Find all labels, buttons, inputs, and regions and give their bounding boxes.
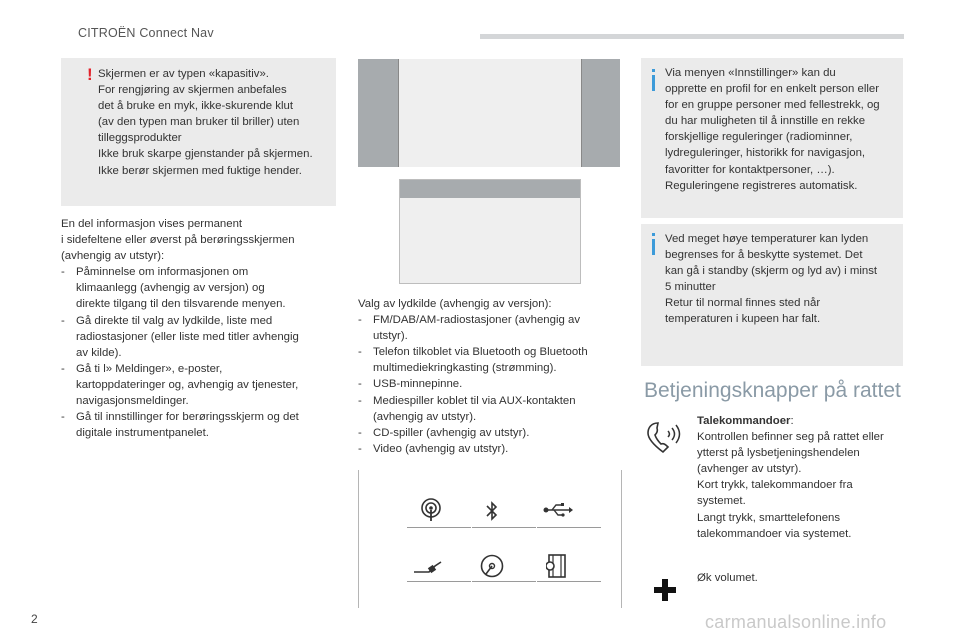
voice-line: talekommandoer via systemet. xyxy=(697,527,852,540)
info-line: Via menyen «Innstillinger» kan du xyxy=(665,67,836,79)
header-bar xyxy=(480,34,904,39)
list-line: multimediekringkasting (strømming). xyxy=(373,362,557,375)
info-line: kan gå i standby (skjerm og lyd av) i minst xyxy=(665,265,878,278)
voice-command-heading xyxy=(697,413,907,429)
info-line: begrenses for å beskytte systemet. Det xyxy=(665,249,863,262)
list-item xyxy=(61,409,346,441)
info-line: temperaturen i kupeen har falt. xyxy=(665,313,821,326)
info-line: 5 minutter xyxy=(665,281,716,294)
intro-line: (avhengig av utstyr): xyxy=(61,250,165,263)
list-line: av kilde). xyxy=(76,346,122,359)
list-item xyxy=(61,313,346,361)
voice-line: Kort trykk, talekommandoer fra xyxy=(697,479,853,492)
warning-line: Ikke bruk skarpe gjenstander på skjermen. xyxy=(98,148,313,161)
warning-line: (av den typen man bruker til briller) uten xyxy=(98,116,300,129)
intro-line: En del informasjon vises permanent xyxy=(61,218,243,230)
list-line: klimaanlegg (avhengig av versjon) og xyxy=(76,282,265,295)
cd-icon xyxy=(480,554,504,583)
list-item xyxy=(358,441,626,457)
list-line: utstyr). xyxy=(373,330,408,343)
voice-line: (avhenger av utstyr). xyxy=(697,463,802,476)
list-line: - FM/DAB/AM-radiostasjoner (avhengig av xyxy=(373,314,581,327)
voice-line: Kontrollen befinner seg på rattet eller xyxy=(697,431,884,444)
list-line: - Mediespiller koblet til via AUX-kontakten xyxy=(373,394,576,407)
icon-underline xyxy=(407,527,471,528)
list-line: - Gå ti l» Meldinger», e-poster, xyxy=(76,362,223,375)
audio-sources-list xyxy=(358,312,626,457)
radio-icon xyxy=(419,498,443,527)
list-line: - CD-spiller (avhengig av utstyr). xyxy=(373,426,530,439)
list-item xyxy=(358,376,626,392)
list-line: (avhengig av utstyr). xyxy=(373,410,477,423)
info-box-temperature xyxy=(641,224,903,366)
info-line: opprette en profil for en enkelt person eller xyxy=(665,83,880,96)
list-item xyxy=(358,344,626,376)
voice-line: ytterst på lysbetjeningshendelen xyxy=(697,447,860,460)
list-item xyxy=(61,361,346,409)
list-line: - Gå til innstillinger for berøringsskjerm og det xyxy=(76,411,299,424)
warning-box xyxy=(61,58,336,206)
warning-icon: ! xyxy=(87,65,93,84)
warning-line: det å bruke en myk, ikke-skurende klut xyxy=(98,100,293,113)
list-line: - Video (avhengig av utstyr). xyxy=(373,442,509,455)
volume-up-icon xyxy=(654,579,676,606)
info-line: Reguleringene registreres automatisk. xyxy=(665,179,858,192)
list-item xyxy=(358,425,626,441)
info-box-profiles xyxy=(641,58,903,218)
voice-line: Langt trykk, smarttelefonens xyxy=(697,511,841,524)
intro-line: i sidefeltene eller øverst på berøringsskjermen xyxy=(61,234,295,247)
info-icon xyxy=(652,75,655,91)
screen-center xyxy=(398,59,582,167)
warning-line: Ikke berør skjermen med fuktige hender. xyxy=(98,164,302,177)
watermark: carmanualsonline.info xyxy=(705,612,887,632)
aux-icon xyxy=(413,558,443,581)
voice-command-label: Talekommandoer xyxy=(697,415,791,427)
page-number: 2 xyxy=(31,612,38,626)
info-text xyxy=(665,231,901,328)
voice-command-icon xyxy=(646,421,684,460)
info-line: Ved meget høye temperaturer kan lyden xyxy=(665,233,869,245)
info-line: favoritter for kontaktpersoner, …). xyxy=(665,163,835,176)
list-item xyxy=(61,264,346,312)
warning-line: tilleggsprodukter xyxy=(98,132,182,145)
list-line: direkte tilgang til den tilsvarende menyen. xyxy=(76,298,286,311)
icon-underline xyxy=(472,527,536,528)
screen-illustration-topbar xyxy=(399,179,581,284)
icon-underline xyxy=(407,581,471,582)
volume-up-text: Øk volumet. xyxy=(697,572,758,584)
list-line: digitale instrumentpanelet. xyxy=(76,427,209,440)
icon-underline xyxy=(537,527,601,528)
info-line: lydreguleringer, historikk for navigasjon, xyxy=(665,147,866,160)
warning-line: For rengjøring av skjermen anbefales xyxy=(98,84,287,97)
warning-line: Skjermen er av typen «kapasitiv». xyxy=(98,68,269,80)
list-line: - Påminnelse om informasjonen om xyxy=(76,266,249,279)
info-line: forskjellige reguleringer (radiominner, xyxy=(665,131,853,144)
list-line: - Gå direkte til valg av lydkilde, liste med xyxy=(76,314,273,327)
bluetooth-icon xyxy=(483,500,501,527)
header-title: CITROËN Connect Nav xyxy=(78,26,214,40)
usb-icon xyxy=(543,502,573,523)
icon-underline xyxy=(472,581,536,582)
source-icons-panel xyxy=(358,470,622,608)
video-icon xyxy=(546,554,568,583)
audio-sources-intro: Valg av lydkilde (avhengig av versjon): xyxy=(358,298,552,310)
info-line: du har muligheten til å innstille en rekke xyxy=(665,115,866,128)
warning-text xyxy=(98,66,334,179)
list-line: navigasjonsmeldinger. xyxy=(76,395,189,408)
list-line: - USB-minnepinne. xyxy=(373,378,463,391)
info-text xyxy=(665,65,901,194)
list-line: radiostasjoner (eller liste med titler avhengig xyxy=(76,330,299,343)
info-line: Retur til normal finnes sted når xyxy=(665,297,821,310)
section-title: Betjeningsknapper på rattet xyxy=(644,379,901,402)
list-item xyxy=(358,312,626,344)
screen-illustration-sidebars xyxy=(358,59,620,167)
list-line: - Telefon tilkoblet via Bluetooth og Bluetooth xyxy=(373,346,588,359)
info-list xyxy=(61,264,346,441)
voice-line: systemet. xyxy=(697,495,746,508)
screen-topbar xyxy=(400,180,580,198)
info-icon xyxy=(652,239,655,255)
icon-underline xyxy=(537,581,601,582)
info-line: for en gruppe personer med fellestrekk, og xyxy=(665,99,880,112)
list-line: kartoppdateringer og, avhengig av tjenester, xyxy=(76,378,299,391)
intro-paragraph xyxy=(61,216,346,441)
list-item xyxy=(358,393,626,425)
voice-command-colon: : xyxy=(790,415,794,427)
voice-command-text xyxy=(697,413,907,542)
audio-sources xyxy=(358,296,626,457)
